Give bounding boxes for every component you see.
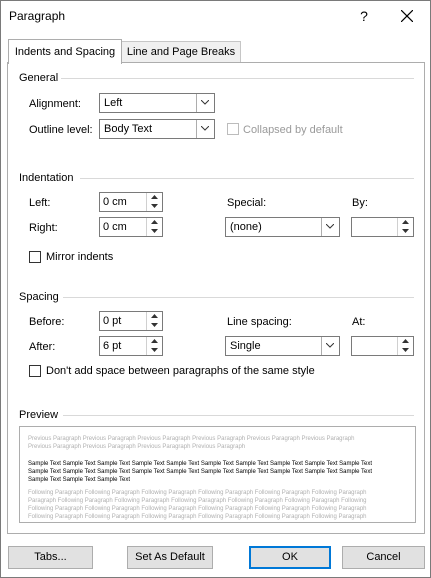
decrement-button[interactable] (147, 321, 162, 330)
preview-following-line: Following Paragraph Following Paragraph Following Paragraph Following Paragraph Following Paragraph Following Paragraph (28, 506, 367, 512)
spinner-buttons (146, 193, 162, 211)
arrow-down-icon (151, 323, 158, 327)
decrement-button[interactable] (147, 227, 162, 236)
dialog-title: Paragraph (9, 9, 66, 23)
title-bar (1, 1, 430, 31)
cancel-button[interactable]: Cancel (342, 546, 425, 569)
arrow-down-icon (151, 204, 158, 208)
right-indent-label: Right: (29, 222, 58, 234)
outline-level-label: Outline level: (29, 124, 93, 136)
arrow-up-icon (151, 339, 158, 343)
dont-add-space-checkbox[interactable] (29, 365, 41, 377)
preview-sample-line: Sample Text Sample Text Sample Text Sample Text Sample Text Sample Text Sample Text Sample Text Sample Text Sample Text (28, 461, 373, 467)
line-spacing-label: Line spacing: (227, 316, 292, 328)
increment-button[interactable] (147, 218, 162, 227)
increment-button[interactable] (147, 337, 162, 346)
arrow-down-icon (151, 229, 158, 233)
section-divider (63, 415, 414, 416)
section-indentation-label: Indentation (19, 172, 74, 184)
spinner-buttons (146, 312, 162, 330)
arrow-up-icon (151, 195, 158, 199)
close-icon (401, 10, 413, 22)
by-label: By: (352, 197, 368, 209)
arrow-down-icon (402, 348, 409, 352)
spacing-after-value: 6 pt (103, 340, 122, 352)
preview-sample-line: Sample Text Sample Text Sample Text Sample Text Sample Text Sample Text Sample Text Sample Text Sample Text Sample Text (28, 469, 373, 475)
increment-button[interactable] (147, 193, 162, 202)
before-label: Before: (29, 316, 65, 328)
special-label: Special: (227, 197, 267, 209)
decrement-button[interactable] (398, 346, 413, 355)
arrow-up-icon (402, 220, 409, 224)
increment-button[interactable] (147, 312, 162, 321)
spacing-after-spinner[interactable] (99, 336, 163, 356)
line-spacing-value: Single (230, 340, 261, 352)
preview-following-line: Following Paragraph Following Paragraph Following Paragraph Following Paragraph Following Paragraph Following Paragraph (28, 514, 367, 520)
spinner-buttons (146, 218, 162, 236)
chevron-down-icon (196, 120, 214, 138)
mirror-indents-checkbox[interactable] (29, 251, 41, 263)
spinner-buttons (397, 337, 413, 355)
tabs-button[interactable]: Tabs... (8, 546, 93, 569)
left-indent-label: Left: (29, 197, 51, 209)
left-indent-value: 0 cm (103, 196, 127, 208)
spinner-buttons (146, 337, 162, 355)
preview-sample-line: Sample Text Sample Text Sample Text (28, 477, 131, 483)
increment-button[interactable] (398, 218, 413, 227)
preview-previous-line: Previous Paragraph Previous Paragraph Previous Paragraph Previous Paragraph Previous Paragraph Previous Paragraph (28, 436, 355, 442)
line-spacing-dropdown[interactable] (225, 336, 340, 356)
preview-previous-line: Previous Paragraph Previous Paragraph Previous Paragraph Previous Paragraph (28, 444, 246, 450)
help-button[interactable]: ? (360, 8, 368, 24)
alignment-value: Left (104, 97, 123, 109)
chevron-down-icon (321, 337, 339, 355)
arrow-up-icon (151, 314, 158, 318)
section-general-label: General (19, 72, 59, 84)
arrow-up-icon (151, 220, 158, 224)
section-preview-label: Preview (19, 409, 59, 421)
left-indent-spinner[interactable] (99, 192, 163, 212)
at-label: At: (352, 316, 366, 328)
close-button[interactable] (394, 4, 420, 28)
section-divider (80, 178, 414, 179)
mirror-indents-label: Mirror indents (46, 251, 114, 263)
decrement-button[interactable] (147, 202, 162, 211)
paragraph-preview (19, 426, 416, 523)
right-indent-spinner[interactable] (99, 217, 163, 237)
chevron-down-icon (321, 218, 339, 236)
special-dropdown[interactable] (225, 217, 340, 237)
decrement-button[interactable] (398, 227, 413, 236)
section-divider (61, 78, 414, 79)
increment-button[interactable] (398, 337, 413, 346)
tab-indents-and-spacing[interactable]: Indents and Spacing (8, 39, 122, 64)
outline-level-value: Body Text (104, 123, 153, 135)
set-as-default-button[interactable]: Set As Default (127, 546, 213, 569)
arrow-down-icon (402, 229, 409, 233)
preview-following-line: Paragraph Following Paragraph Following Paragraph Following Paragraph Following Paragraph Following Paragraph Following (28, 498, 367, 504)
arrow-down-icon (151, 348, 158, 352)
preview-following-line: Following Paragraph Following Paragraph Following Paragraph Following Paragraph Following Paragraph Following Paragraph (28, 490, 367, 496)
spinner-buttons (397, 218, 413, 236)
after-label: After: (29, 341, 56, 353)
collapsed-by-default-label: Collapsed by default (243, 124, 343, 136)
alignment-dropdown[interactable] (99, 93, 215, 113)
decrement-button[interactable] (147, 346, 162, 355)
chevron-down-icon (196, 94, 214, 112)
outline-level-dropdown[interactable] (99, 119, 215, 139)
tab-line-and-page-breaks[interactable]: Line and Page Breaks (121, 41, 241, 63)
alignment-label: Alignment: (29, 98, 81, 110)
spacing-before-value: 0 pt (103, 315, 122, 327)
arrow-up-icon (402, 339, 409, 343)
spacing-before-spinner[interactable] (99, 311, 163, 331)
ok-button[interactable]: OK (249, 546, 331, 569)
special-value: (none) (230, 221, 262, 233)
section-spacing-label: Spacing (19, 291, 59, 303)
at-spinner[interactable] (351, 336, 414, 356)
section-divider (63, 297, 414, 298)
dont-add-space-label: Don't add space between paragraphs of the same style (46, 365, 315, 377)
collapsed-by-default-checkbox[interactable] (227, 123, 239, 135)
by-spinner[interactable] (351, 217, 414, 237)
right-indent-value: 0 cm (103, 221, 127, 233)
